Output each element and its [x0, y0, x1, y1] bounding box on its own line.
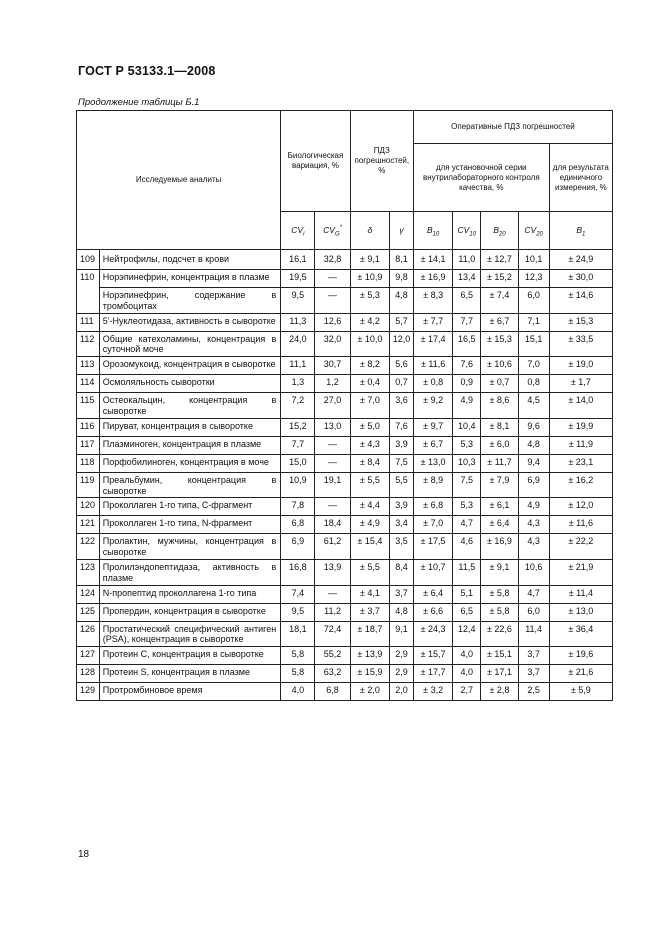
cell-b1: ± 30,0 — [549, 270, 612, 288]
row-analyte-name: Пируват, концентрация в сыворотке — [99, 418, 280, 436]
cell-cv10: 11,0 — [453, 250, 481, 270]
cell-d: ± 18,7 — [350, 621, 389, 647]
cell-b1: ± 11,4 — [549, 585, 612, 603]
row-analyte-name: Проколлаген 1-го типа, N-фрагмент — [99, 516, 280, 534]
row-analyte-name: Преальбумин, концентрация в сыворотке — [99, 472, 280, 498]
cell-cvg: 13,0 — [315, 418, 350, 436]
cell-g: 12,0 — [390, 331, 414, 357]
cell-cv10: 16,5 — [453, 331, 481, 357]
table-row — [77, 603, 613, 621]
cell-d: ± 8,4 — [350, 454, 389, 472]
cell-cv20: 12,3 — [518, 270, 549, 288]
cell-cvg: 12,6 — [315, 313, 350, 331]
cell-d: ± 9,1 — [350, 250, 389, 270]
row-index: 114 — [77, 375, 100, 393]
cell-cv10: 4,0 — [453, 665, 481, 683]
cell-cvg: — — [315, 498, 350, 516]
cell-cv20: 9,4 — [518, 454, 549, 472]
header-b10: $B_{10}$ — [413, 212, 452, 250]
row-analyte-name: Простатический специфический антиген (PSA), концентрация в сыворотке — [99, 621, 280, 647]
cell-cvg: 30,7 — [315, 357, 350, 375]
row-analyte-name: Пропердин, концентрация в сыворотке — [99, 603, 280, 621]
row-index: 113 — [77, 357, 100, 375]
cell-cvi: 10,9 — [281, 472, 315, 498]
cell-b10: ± 8,3 — [413, 288, 452, 314]
row-index: 129 — [77, 683, 100, 701]
cell-cvg: 72,4 — [315, 621, 350, 647]
cell-cv20: 2,5 — [518, 683, 549, 701]
cell-g: 3,9 — [390, 436, 414, 454]
cell-b10: ± 9,7 — [413, 418, 452, 436]
row-index: 116 — [77, 418, 100, 436]
header-b1: $B_1$ — [549, 212, 612, 250]
cell-b20: ± 6,0 — [481, 436, 518, 454]
cell-b20: ± 7,9 — [481, 472, 518, 498]
cell-cv20: 4,5 — [518, 393, 549, 419]
table-row — [77, 498, 613, 516]
cell-cvg: 19,1 — [315, 472, 350, 498]
cell-cv20: 9,6 — [518, 418, 549, 436]
cell-cvg: 32,0 — [315, 331, 350, 357]
table-row — [77, 357, 613, 375]
cell-cv10: 4,0 — [453, 647, 481, 665]
row-index: 109 — [77, 250, 100, 270]
header-bio-variation: Биологическая вариация, % — [281, 111, 350, 212]
cell-b20: ± 7,4 — [481, 288, 518, 314]
header-delta: δ — [350, 212, 389, 250]
row-analyte-name: Пролилэндопептидаза, активность в плазме — [99, 559, 280, 585]
cell-b10: ± 14,1 — [413, 250, 452, 270]
row-analyte-name: Нейтрофилы, подсчет в крови — [99, 250, 280, 270]
cell-cvi: 11,3 — [281, 313, 315, 331]
table-row — [77, 621, 613, 647]
row-index: 112 — [77, 331, 100, 357]
cell-cv20: 4,3 — [518, 516, 549, 534]
cell-b20: ± 5,8 — [481, 603, 518, 621]
table-row — [77, 375, 613, 393]
cell-cvg: 61,2 — [315, 534, 350, 560]
cell-cvg: 55,2 — [315, 647, 350, 665]
row-analyte-name: Остеокальцин, концентрация в сыворотке — [99, 393, 280, 419]
table-caption: Продолжение таблицы Б.1 — [78, 97, 200, 108]
cell-d: ± 13,9 — [350, 647, 389, 665]
row-analyte-name: Осмоляльность сыворотки — [99, 375, 280, 393]
cell-d: ± 8,2 — [350, 357, 389, 375]
cell-b20: ± 8,1 — [481, 418, 518, 436]
row-index: 127 — [77, 647, 100, 665]
row-analyte-name: Орозомукоид, концентрация в сыворотке — [99, 357, 280, 375]
cell-g: 5,6 — [390, 357, 414, 375]
row-analyte-name: Протеин С, концентрация в сыворотке — [99, 647, 280, 665]
cell-b1: ± 5,9 — [549, 683, 612, 701]
header-for-series: для установочной серии внутрилабораторного контроля качества, % — [413, 144, 549, 212]
cell-b1: ± 14,6 — [549, 288, 612, 314]
cell-g: 3,7 — [390, 585, 414, 603]
table-row — [77, 313, 613, 331]
cell-b20: ± 9,1 — [481, 559, 518, 585]
table-row — [77, 683, 613, 701]
cell-cv20: 10,1 — [518, 250, 549, 270]
cell-b10: ± 10,7 — [413, 559, 452, 585]
row-analyte-name: Порфобилиноген, концентрация в моче — [99, 454, 280, 472]
cell-b20: ± 11,7 — [481, 454, 518, 472]
cell-g: 3,5 — [390, 534, 414, 560]
cell-b20: ± 15,1 — [481, 647, 518, 665]
row-index: 118 — [77, 454, 100, 472]
table-row — [77, 250, 613, 270]
cell-cvi: 1,3 — [281, 375, 315, 393]
cell-d: ± 5,0 — [350, 418, 389, 436]
cell-cv10: 5,1 — [453, 585, 481, 603]
cell-cv10: 4,9 — [453, 393, 481, 419]
cell-cv10: 4,6 — [453, 534, 481, 560]
cell-cvi: 6,8 — [281, 516, 315, 534]
cell-b20: ± 22,6 — [481, 621, 518, 647]
cell-cvg: 63,2 — [315, 665, 350, 683]
cell-d: ± 4,4 — [350, 498, 389, 516]
cell-b1: ± 21,9 — [549, 559, 612, 585]
cell-cv10: 6,5 — [453, 603, 481, 621]
cell-b1: ± 19,0 — [549, 357, 612, 375]
row-analyte-name: Плазминоген, концентрация в плазме — [99, 436, 280, 454]
cell-b20: ± 15,3 — [481, 331, 518, 357]
header-cvg: $CV_G^*$ — [315, 212, 350, 250]
cell-cvi: 16,1 — [281, 250, 315, 270]
cell-b1: ± 24,9 — [549, 250, 612, 270]
cell-b10: ± 17,4 — [413, 331, 452, 357]
cell-b1: ± 12,0 — [549, 498, 612, 516]
cell-cv20: 0,8 — [518, 375, 549, 393]
cell-cvg: 13,9 — [315, 559, 350, 585]
header-for-result: для результата единичного измерения, % — [549, 144, 612, 212]
cell-b1: ± 19,9 — [549, 418, 612, 436]
cell-cv10: 10,3 — [453, 454, 481, 472]
cell-cv10: 10,4 — [453, 418, 481, 436]
cell-b10: ± 16,9 — [413, 270, 452, 288]
table-header — [77, 111, 613, 250]
cell-b10: ± 15,7 — [413, 647, 452, 665]
cell-b1: ± 36,4 — [549, 621, 612, 647]
table-body — [77, 250, 613, 701]
cell-cvg: — — [315, 288, 350, 314]
cell-cv20: 4,3 — [518, 534, 549, 560]
cell-g: 2,9 — [390, 665, 414, 683]
cell-cv20: 3,7 — [518, 665, 549, 683]
cell-cvi: 15,2 — [281, 418, 315, 436]
cell-cvi: 9,5 — [281, 603, 315, 621]
cell-b1: ± 19,6 — [549, 647, 612, 665]
cell-g: 4,8 — [390, 603, 414, 621]
cell-b10: ± 3,2 — [413, 683, 452, 701]
cell-d: ± 5,5 — [350, 472, 389, 498]
table-row — [77, 585, 613, 603]
cell-g: 4,8 — [390, 288, 414, 314]
cell-b1: ± 11,6 — [549, 516, 612, 534]
document-title: ГОСТ Р 53133.1—2008 — [78, 64, 216, 78]
cell-g: 3,9 — [390, 498, 414, 516]
header-gamma: γ — [390, 212, 414, 250]
row-index: 119 — [77, 472, 100, 498]
cell-b10: ± 6,4 — [413, 585, 452, 603]
cell-cvi: 19,5 — [281, 270, 315, 288]
cell-b20: ± 15,2 — [481, 270, 518, 288]
row-analyte-name: Проколлаген 1-го типа, С-фрагмент — [99, 498, 280, 516]
cell-g: 0,7 — [390, 375, 414, 393]
cell-d: ± 10,0 — [350, 331, 389, 357]
cell-b10: ± 6,8 — [413, 498, 452, 516]
row-analyte-name: Норэпинефрин, концентрация в плазме — [99, 270, 280, 288]
cell-b20: ± 17,1 — [481, 665, 518, 683]
cell-d: ± 15,9 — [350, 665, 389, 683]
cell-cvi: 7,4 — [281, 585, 315, 603]
cell-b1: ± 22,2 — [549, 534, 612, 560]
cell-cvg: 32,8 — [315, 250, 350, 270]
cell-b1: ± 14,0 — [549, 393, 612, 419]
header-cv20: $CV_{20}$ — [518, 212, 549, 250]
cell-cv10: 6,5 — [453, 288, 481, 314]
cell-b1: ± 11,9 — [549, 436, 612, 454]
cell-cvg: — — [315, 454, 350, 472]
header-b20: $B_{20}$ — [481, 212, 518, 250]
row-index: 115 — [77, 393, 100, 419]
cell-d: ± 4,3 — [350, 436, 389, 454]
cell-cvi: 24,0 — [281, 331, 315, 357]
cell-g: 9,1 — [390, 621, 414, 647]
cell-cvi: 5,8 — [281, 647, 315, 665]
table-row — [77, 647, 613, 665]
row-index: 124 — [77, 585, 100, 603]
cell-cv10: 5,3 — [453, 498, 481, 516]
cell-cvg: 18,4 — [315, 516, 350, 534]
cell-g: 2,0 — [390, 683, 414, 701]
cell-d: ± 4,2 — [350, 313, 389, 331]
cell-b20: ± 16,9 — [481, 534, 518, 560]
cell-cv10: 12,4 — [453, 621, 481, 647]
row-analyte-name: Пролактин, мужчины, концентрация в сыворотке — [99, 534, 280, 560]
cell-cvi: 9,5 — [281, 288, 315, 314]
table-row — [77, 288, 613, 314]
cell-cvi: 11,1 — [281, 357, 315, 375]
cell-d: ± 5,3 — [350, 288, 389, 314]
cell-b1: ± 33,5 — [549, 331, 612, 357]
cell-d: ± 0,4 — [350, 375, 389, 393]
row-analyte-name: 5'-Нуклеотидаза, активность в сыворотке — [99, 313, 280, 331]
cell-cvg: — — [315, 270, 350, 288]
cell-d: ± 4,9 — [350, 516, 389, 534]
table-container — [76, 110, 613, 701]
cell-d: ± 3,7 — [350, 603, 389, 621]
cell-b10: ± 6,7 — [413, 436, 452, 454]
cell-b20: ± 6,1 — [481, 498, 518, 516]
cell-b10: ± 17,5 — [413, 534, 452, 560]
cell-cv20: 4,9 — [518, 498, 549, 516]
cell-cvg: 6,8 — [315, 683, 350, 701]
cell-b20: ± 12,7 — [481, 250, 518, 270]
cell-cv20: 15,1 — [518, 331, 549, 357]
cell-g: 2,9 — [390, 647, 414, 665]
cell-b20: ± 6,4 — [481, 516, 518, 534]
cell-b1: ± 21,6 — [549, 665, 612, 683]
cell-cvi: 6,9 — [281, 534, 315, 560]
cell-cv20: 11,4 — [518, 621, 549, 647]
cell-cv10: 2,7 — [453, 683, 481, 701]
table-row — [77, 516, 613, 534]
data-table — [76, 110, 613, 701]
cell-d: ± 5,5 — [350, 559, 389, 585]
cell-cv20: 3,7 — [518, 647, 549, 665]
table-row — [77, 472, 613, 498]
cell-cv10: 11,5 — [453, 559, 481, 585]
cell-b20: ± 0,7 — [481, 375, 518, 393]
cell-cv10: 7,6 — [453, 357, 481, 375]
row-analyte-name: Норэпинефрин, содержание в тромбоцитах — [99, 288, 280, 314]
cell-cvg: — — [315, 436, 350, 454]
cell-cv20: 4,7 — [518, 585, 549, 603]
cell-cv10: 0,9 — [453, 375, 481, 393]
table-row — [77, 534, 613, 560]
row-index: 126 — [77, 621, 100, 647]
header-cvi: $CV_i$ — [281, 212, 315, 250]
cell-cvg: 11,2 — [315, 603, 350, 621]
cell-d: ± 15,4 — [350, 534, 389, 560]
cell-g: 8,1 — [390, 250, 414, 270]
cell-g: 5,7 — [390, 313, 414, 331]
cell-b10: ± 24,3 — [413, 621, 452, 647]
page-number: 18 — [78, 849, 90, 860]
cell-cv20: 6,0 — [518, 603, 549, 621]
cell-cvg: — — [315, 585, 350, 603]
cell-b10: ± 6,6 — [413, 603, 452, 621]
table-row — [77, 436, 613, 454]
row-analyte-name: Протеин S, концентрация в плазме — [99, 665, 280, 683]
row-analyte-name: Протромбиновое время — [99, 683, 280, 701]
cell-cvi: 16,8 — [281, 559, 315, 585]
cell-g: 7,5 — [390, 454, 414, 472]
cell-cvi: 7,7 — [281, 436, 315, 454]
cell-b10: ± 13,0 — [413, 454, 452, 472]
cell-b20: ± 5,8 — [481, 585, 518, 603]
header-pdz: ПДЗ погрешностей, % — [350, 111, 413, 212]
cell-cv20: 4,8 — [518, 436, 549, 454]
cell-b20: ± 6,7 — [481, 313, 518, 331]
cell-cvi: 7,2 — [281, 393, 315, 419]
cell-cvi: 18,1 — [281, 621, 315, 647]
cell-g: 5,5 — [390, 472, 414, 498]
cell-cvg: 1,2 — [315, 375, 350, 393]
cell-cvi: 5,8 — [281, 665, 315, 683]
row-index — [77, 288, 100, 314]
row-index: 122 — [77, 534, 100, 560]
cell-b1: ± 1,7 — [549, 375, 612, 393]
cell-cvi: 7,8 — [281, 498, 315, 516]
table-row — [77, 270, 613, 288]
cell-cv10: 7,5 — [453, 472, 481, 498]
cell-b20: ± 8,6 — [481, 393, 518, 419]
cell-d: ± 7,0 — [350, 393, 389, 419]
table-row — [77, 665, 613, 683]
header-operative: Оперативные ПДЗ погрешностей — [413, 111, 612, 144]
cell-cvi: 15,0 — [281, 454, 315, 472]
cell-cv10: 4,7 — [453, 516, 481, 534]
row-index: 121 — [77, 516, 100, 534]
cell-g: 3,6 — [390, 393, 414, 419]
cell-b10: ± 0,8 — [413, 375, 452, 393]
row-index: 123 — [77, 559, 100, 585]
cell-g: 7,6 — [390, 418, 414, 436]
cell-d: ± 10,9 — [350, 270, 389, 288]
cell-b10: ± 17,7 — [413, 665, 452, 683]
cell-b20: ± 2,8 — [481, 683, 518, 701]
table-row — [77, 454, 613, 472]
cell-g: 8,4 — [390, 559, 414, 585]
cell-g: 3,4 — [390, 516, 414, 534]
cell-b1: ± 23,1 — [549, 454, 612, 472]
cell-cv10: 13,4 — [453, 270, 481, 288]
cell-cv20: 7,0 — [518, 357, 549, 375]
row-analyte-name: Общие катехоламины, концентрация в суточной моче — [99, 331, 280, 357]
cell-b10: ± 11,6 — [413, 357, 452, 375]
cell-b10: ± 8,9 — [413, 472, 452, 498]
row-index: 111 — [77, 313, 100, 331]
row-index: 125 — [77, 603, 100, 621]
row-index: 128 — [77, 665, 100, 683]
cell-b1: ± 13,0 — [549, 603, 612, 621]
cell-cv10: 5,3 — [453, 436, 481, 454]
cell-b10: ± 9,2 — [413, 393, 452, 419]
row-analyte-name: N-пропептид проколлагена 1-го типа — [99, 585, 280, 603]
cell-b10: ± 7,7 — [413, 313, 452, 331]
cell-cv10: 7,7 — [453, 313, 481, 331]
cell-b10: ± 7,0 — [413, 516, 452, 534]
header-analytes: Исследуемые аналиты — [77, 111, 281, 250]
cell-g: 9,8 — [390, 270, 414, 288]
cell-cvg: 27,0 — [315, 393, 350, 419]
cell-d: ± 2,0 — [350, 683, 389, 701]
table-row — [77, 393, 613, 419]
cell-cv20: 10,6 — [518, 559, 549, 585]
row-index: 120 — [77, 498, 100, 516]
row-index: 117 — [77, 436, 100, 454]
cell-cv20: 6,9 — [518, 472, 549, 498]
cell-cvi: 4,0 — [281, 683, 315, 701]
cell-d: ± 4,1 — [350, 585, 389, 603]
header-cv10: $CV_{10}$ — [453, 212, 481, 250]
cell-b1: ± 15,3 — [549, 313, 612, 331]
table-row — [77, 418, 613, 436]
table-row — [77, 559, 613, 585]
cell-b20: ± 10,6 — [481, 357, 518, 375]
cell-cv20: 6,0 — [518, 288, 549, 314]
cell-cv20: 7,1 — [518, 313, 549, 331]
row-index: 110 — [77, 270, 100, 288]
cell-b1: ± 16,2 — [549, 472, 612, 498]
table-row — [77, 331, 613, 357]
